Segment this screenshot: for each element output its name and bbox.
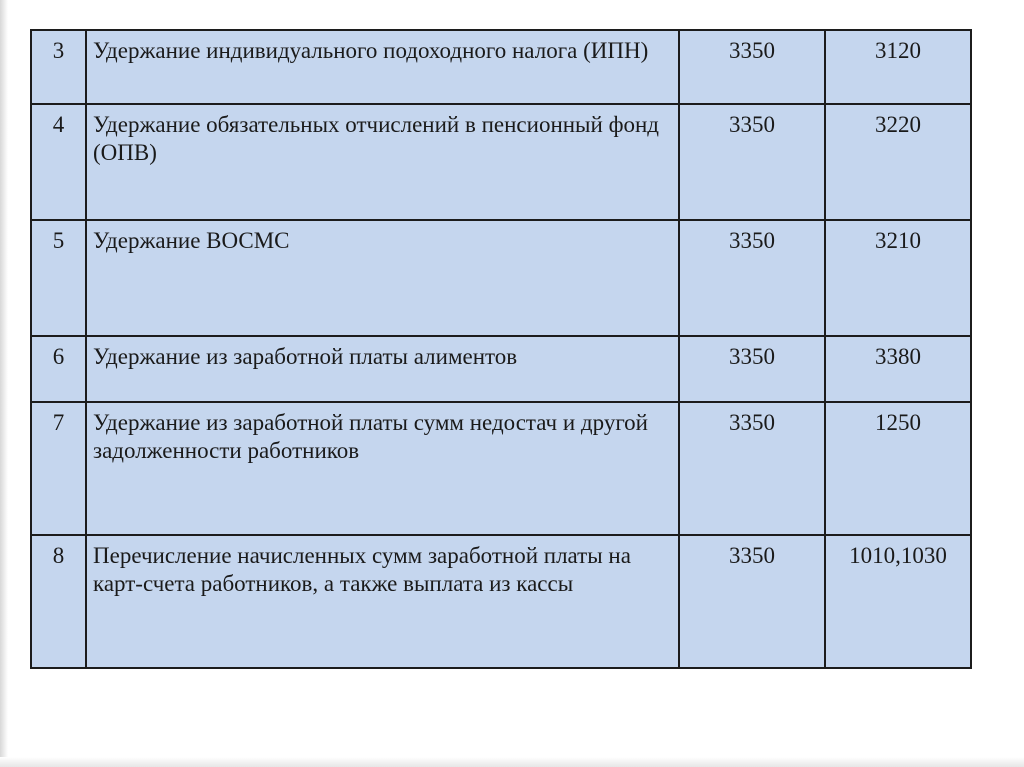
row-credit-account: 3380 [825,336,971,402]
slide-left-shadow [0,0,8,767]
row-description: Удержание индивидуального подоходного налога (ИПН) [86,30,679,104]
row-debit-account: 3350 [679,535,825,668]
row-debit-account: 3350 [679,30,825,104]
row-debit-account: 3350 [679,220,825,336]
row-credit-account: 1250 [825,402,971,535]
table-row [31,30,971,104]
row-credit-account: 3220 [825,104,971,220]
row-number: 3 [31,30,86,104]
row-debit-account: 3350 [679,402,825,535]
table-row [31,336,971,402]
row-number: 5 [31,220,86,336]
row-description: Удержание ВОСМС [86,220,679,336]
row-credit-account: 3210 [825,220,971,336]
row-number: 4 [31,104,86,220]
row-debit-account: 3350 [679,336,825,402]
row-debit-account: 3350 [679,104,825,220]
table-row [31,402,971,535]
row-description: Удержание из заработной платы сумм недостач и другой задолженности работников [86,402,679,535]
table-row [31,535,971,668]
slide-bottom-shadow [0,757,1024,767]
row-description: Удержание из заработной платы алиментов [86,336,679,402]
table-row [31,220,971,336]
row-number: 6 [31,336,86,402]
row-number: 8 [31,535,86,668]
accounting-entries-table [30,29,972,669]
table-row [31,104,971,220]
row-credit-account: 3120 [825,30,971,104]
row-number: 7 [31,402,86,535]
row-description: Перечисление начисленных сумм заработной платы на карт-счета работников, а также выплата из кассы [86,535,679,668]
row-description: Удержание обязательных отчислений в пенсионный фонд (ОПВ) [86,104,679,220]
row-credit-account: 1010,1030 [825,535,971,668]
